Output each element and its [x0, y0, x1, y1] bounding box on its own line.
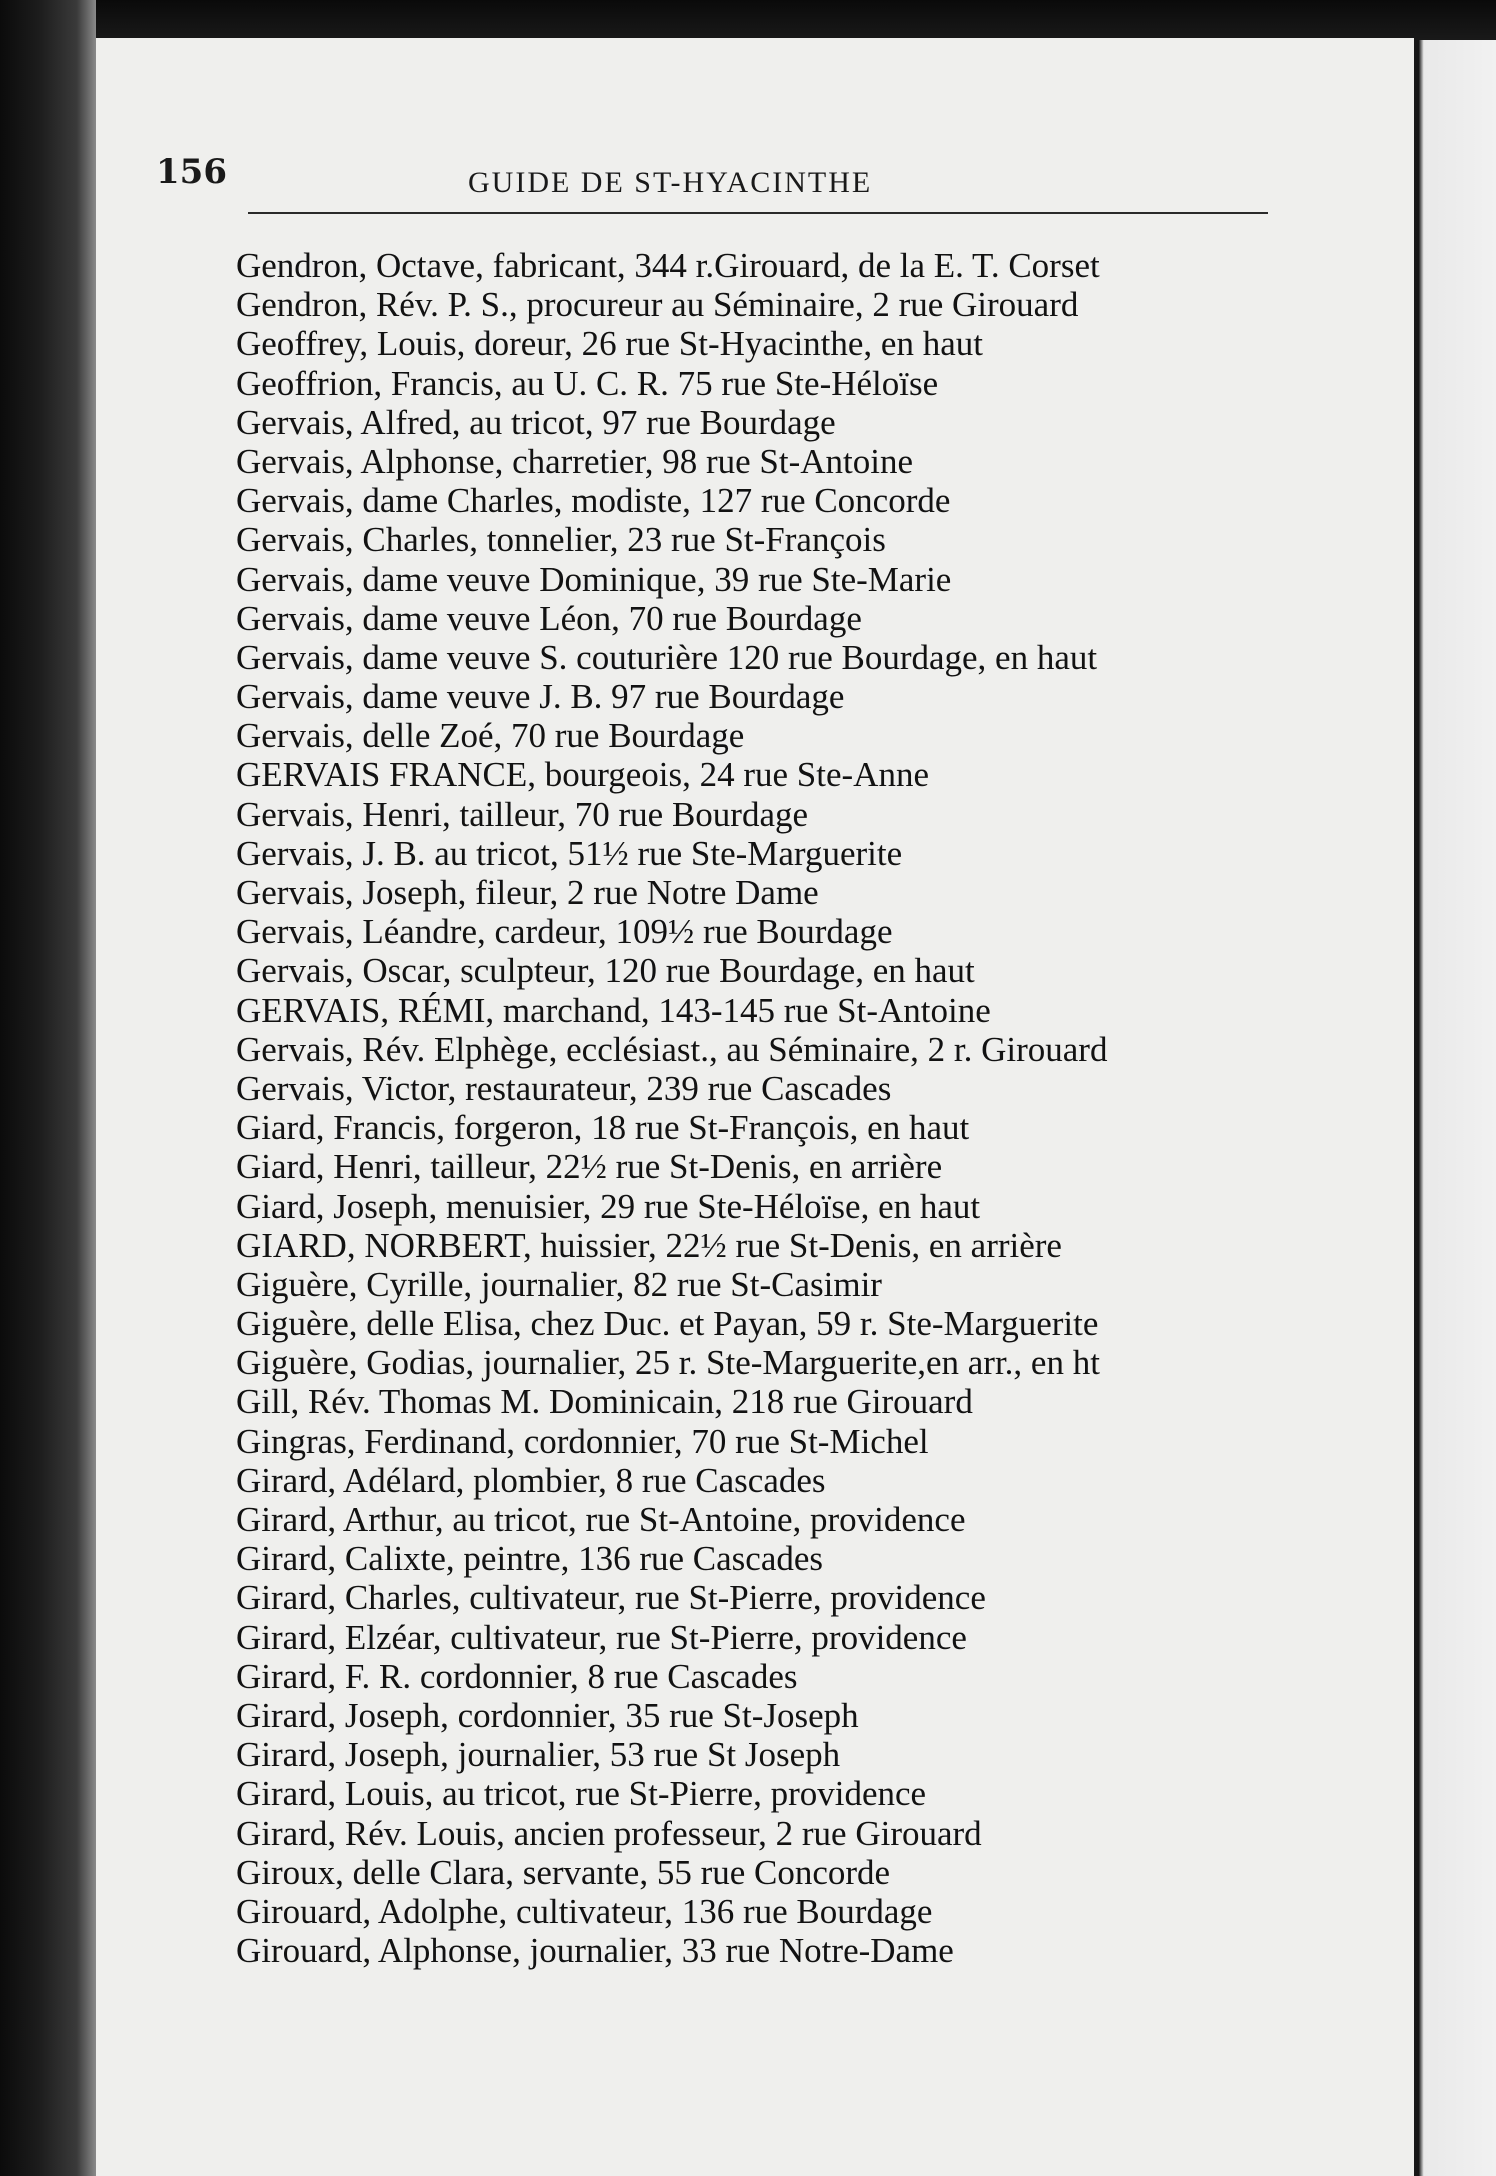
scan-top-shadow: [0, 0, 1496, 42]
directory-entry: Girard, Adélard, plombier, 8 rue Cascades: [236, 1460, 826, 1500]
directory-entry: Gervais, dame veuve S. couturière 120 rue Bourdage, en haut: [236, 637, 1098, 677]
directory-entry: Giard, Henri, tailleur, 22½ rue St-Denis, en arrière: [236, 1147, 943, 1187]
directory-entry: Girard, Joseph, journalier, 53 rue St Joseph: [236, 1735, 841, 1775]
directory-entry: Giguère, Godias, journalier, 25 r. Ste-Marguerite,en arr., en ht: [236, 1343, 1100, 1383]
directory-entry: Gervais, dame veuve Dominique, 39 rue Ste-Marie: [236, 559, 952, 599]
directory-entries: [236, 246, 1296, 1970]
directory-entry: Gingras, Ferdinand, cordonnier, 70 rue St-Michel: [236, 1421, 929, 1461]
directory-entry: Giard, Joseph, menuisier, 29 rue Ste-Héloïse, en haut: [236, 1186, 981, 1226]
directory-entry: Gendron, Octave, fabricant, 344 r.Girouard, de la E. T. Corset: [236, 246, 1100, 285]
header-rule: [248, 212, 1268, 214]
directory-entry: Gervais, Léandre, cardeur, 109½ rue Bourdage: [236, 912, 893, 952]
book-binding-shadow: [0, 0, 96, 2176]
directory-entry: Girard, Elzéar, cultivateur, rue St-Pierre, providence: [236, 1617, 967, 1657]
directory-entry: Giguère, Cyrille, journalier, 82 rue St-Casimir: [236, 1264, 882, 1304]
directory-entry: Gervais, J. B. au tricot, 51½ rue Ste-Marguerite: [236, 833, 903, 873]
directory-entry: Girard, Charles, cultivateur, rue St-Pierre, providence: [236, 1578, 986, 1618]
directory-entry: Gervais, Oscar, sculpteur, 120 rue Bourdage, en haut: [236, 951, 975, 991]
directory-entry: Gervais, Rév. Elphège, ecclésiast., au Séminaire, 2 r. Girouard: [236, 1029, 1108, 1069]
directory-entry: Gervais, dame Charles, modiste, 127 rue Concorde: [236, 481, 951, 521]
directory-entry: Girard, Rév. Louis, ancien professeur, 2 rue Girouard: [236, 1813, 982, 1853]
directory-entry: Giroux, delle Clara, servante, 55 rue Concorde: [236, 1852, 891, 1892]
directory-entry: Girard, Calixte, peintre, 136 rue Cascades: [236, 1539, 824, 1579]
page-header: [156, 112, 1276, 212]
directory-entry: Girouard, Adolphe, cultivateur, 136 rue Bourdage: [236, 1891, 933, 1931]
directory-entry: Gervais, Victor, restaurateur, 239 rue Cascades: [236, 1068, 892, 1108]
directory-entry: Gervais, dame veuve J. B. 97 rue Bourdage: [236, 677, 845, 717]
directory-entry: Gervais, dame veuve Léon, 70 rue Bourdage: [236, 598, 862, 638]
directory-entry: Girouard, Alphonse, journalier, 33 rue Notre-Dame: [236, 1931, 954, 1971]
directory-entry: Girard, Louis, au tricot, rue St-Pierre, providence: [236, 1774, 927, 1814]
page-number: 156: [156, 152, 227, 192]
directory-entry: Girard, Arthur, au tricot, rue St-Antoine, providence: [236, 1500, 966, 1539]
directory-entry: GERVAIS FRANCE, bourgeois, 24 rue Ste-Anne: [236, 755, 929, 795]
directory-entry: Geoffrion, Francis, au U. C. R. 75 rue Ste-Héloïse: [236, 363, 939, 403]
directory-entry: Giguère, delle Elisa, chez Duc. et Payan, 59 r. Ste-Marguerite: [236, 1304, 1099, 1344]
directory-entry: Gervais, Henri, tailleur, 70 rue Bourdage: [236, 794, 809, 834]
directory-entry: Geoffrey, Louis, doreur, 26 rue St-Hyacinthe, en haut: [236, 324, 983, 364]
directory-entry: Gervais, delle Zoé, 70 rue Bourdage: [236, 716, 745, 756]
directory-entry: Gill, Rév. Thomas M. Dominicain, 218 rue Girouard: [236, 1382, 973, 1422]
directory-entry: Gendron, Rév. P. S., procureur au Séminaire, 2 rue Girouard: [236, 285, 1079, 325]
directory-entry: Gervais, Alphonse, charretier, 98 rue St-Antoine: [236, 441, 914, 481]
running-title: GUIDE DE ST-HYACINTHE: [468, 166, 873, 199]
facing-page-edge: [1412, 40, 1496, 2176]
directory-entry: GERVAIS, RÉMI, marchand, 143-145 rue St-Antoine: [236, 990, 991, 1030]
directory-entry: Girard, F. R. cordonnier, 8 rue Cascades: [236, 1656, 798, 1696]
directory-entry: GIARD, NORBERT, huissier, 22½ rue St-Denis, en arrière: [236, 1225, 1062, 1265]
directory-entry: Gervais, Charles, tonnelier, 23 rue St-François: [236, 520, 886, 560]
directory-entry: Gervais, Joseph, fileur, 2 rue Notre Dame: [236, 873, 819, 912]
directory-entry: Girard, Joseph, cordonnier, 35 rue St-Joseph: [236, 1695, 859, 1735]
directory-entry: Gervais, Alfred, au tricot, 97 rue Bourdage: [236, 402, 836, 442]
directory-entry: Giard, Francis, forgeron, 18 rue St-François, en haut: [236, 1108, 970, 1148]
